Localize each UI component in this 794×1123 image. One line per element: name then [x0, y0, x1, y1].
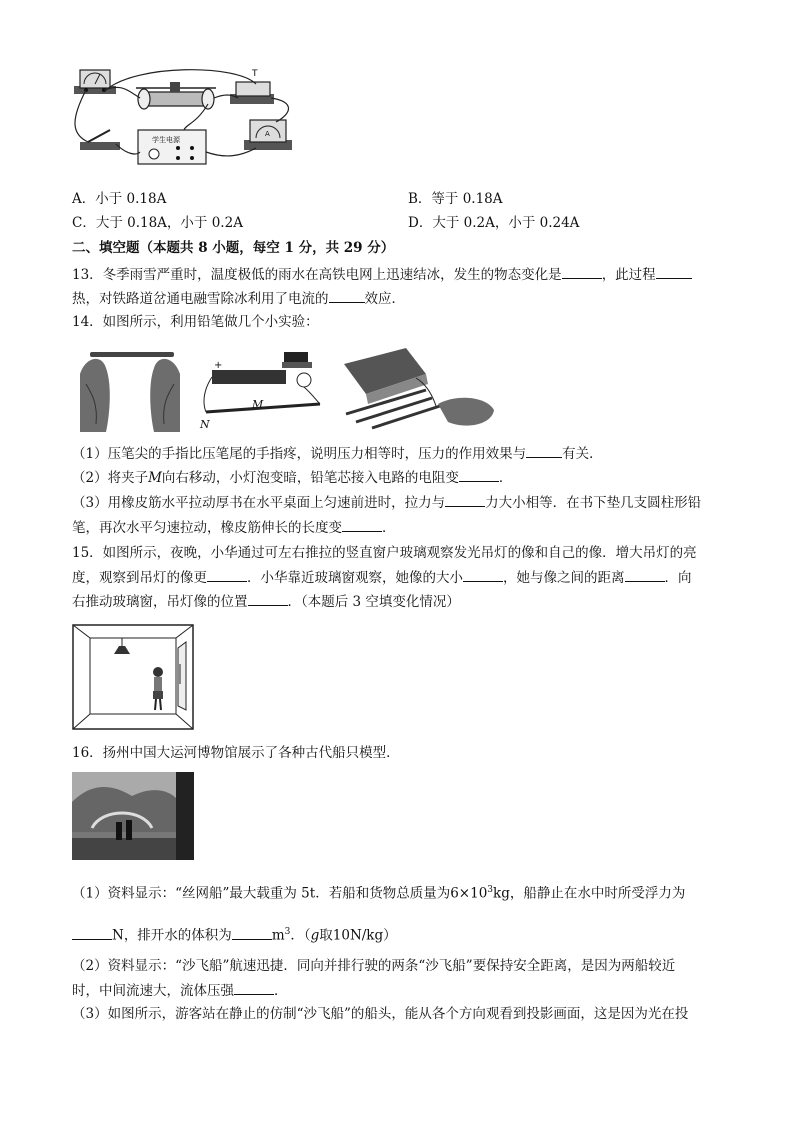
q15-text-b: ．小华靠近玻璃窗观察，她像的大小: [247, 570, 463, 586]
t-label: T: [252, 69, 258, 79]
mass-unit: kg: [493, 885, 510, 902]
g-symbol: g: [310, 927, 320, 944]
q16-p1-text-b: ，船静止在水中时所受浮力为: [509, 885, 686, 902]
q13-text-b: ，此过程: [601, 267, 656, 283]
q15-text-d: ．向: [664, 570, 692, 586]
q15-line2: [72, 567, 692, 588]
rheostat-icon: [140, 92, 212, 106]
plus-label: +: [214, 360, 223, 371]
section-heading: 二、填空题（本题共 8 小题，每空 1 分，共 29 分）: [72, 240, 395, 256]
answer-blank[interactable]: [526, 443, 562, 458]
q15-text-f: ．（本题后 3 空填变化情况）: [287, 594, 460, 610]
q14-p1-text: （1）压笔尖的手指比压笔尾的手指疼，说明压力相等时，压力的作用效果与: [72, 446, 527, 462]
book-on-pencils-photo: [344, 348, 494, 428]
window-glass-icon: [178, 642, 186, 710]
shadow-boat-projection-photo: [72, 772, 194, 860]
q16-intro: 16．扬州中国大运河博物馆展示了各种古代船只模型．: [72, 745, 400, 761]
q15-text-e: 右推动玻璃窗，吊灯像的位置: [72, 594, 248, 610]
answer-blank[interactable]: [445, 492, 485, 507]
q13-text-d: 效应．: [364, 291, 405, 307]
power-supply-label: 学生电源: [152, 136, 180, 144]
answer-blank[interactable]: [72, 925, 112, 940]
q16-p2-text-b: 时，中间流速大，流体压强: [72, 983, 234, 999]
switch-icon: [282, 362, 312, 368]
q14-p2-text: （2）将夹子: [72, 470, 149, 486]
bulb-holder-icon: [236, 82, 270, 96]
q15-text-a: 度，观察到吊灯的像更: [72, 570, 207, 586]
q14-p3-text: （3）用橡皮筋水平拉动厚书在水平桌面上匀速前进时，拉力与: [72, 495, 446, 511]
answer-blank[interactable]: [656, 264, 692, 279]
hands-pressing-pencil-photo: [76, 344, 184, 432]
answer-blank[interactable]: [207, 567, 247, 582]
pencil-icon: [90, 352, 174, 357]
room-window-figure: [72, 624, 194, 730]
volume-unit-exponent: 3: [284, 927, 291, 937]
q14-intro: 14．如图所示，利用铅笔做几个小实验：: [72, 314, 319, 330]
m-label: M: [252, 398, 264, 411]
volume-unit: m: [271, 927, 285, 944]
q14-part1: [72, 443, 603, 464]
q14-p2-end: ．: [498, 470, 513, 486]
q16-p1-text-c: N，排开水的体积为: [112, 927, 232, 944]
q14-part2: [72, 467, 512, 488]
answer-blank[interactable]: [625, 567, 665, 582]
q16-p1-text-d: ．（: [290, 927, 311, 944]
ammeter-label: A: [265, 130, 270, 138]
q13-text-a: 13．冬季雨雪严重时，温度极低的雨水在高铁电网上迅速结冰，发生的物态变化是: [72, 267, 562, 283]
q13-text-c: 热，对铁路道岔通电融雪除冰利用了电流的: [72, 291, 329, 307]
option-c: C．大于 0.18A，小于 0.2A: [72, 215, 243, 231]
q13-line2: [72, 288, 405, 309]
q15-line1: 15．如图所示，夜晚，小华通过可左右推拉的竖直窗户玻璃观察发光吊灯的像和自己的像．增大吊灯的亮: [72, 545, 697, 561]
battery-icon: [212, 370, 286, 384]
q13-line1: [72, 264, 692, 285]
pencil-experiments-figure: [76, 344, 496, 432]
q14-p1-end: 有关．: [562, 446, 603, 462]
q14-part3-line1: [72, 492, 701, 513]
q16-part1-line1: [72, 880, 685, 904]
q14-p2-text-b: 向右移动，小灯泡变暗，铅笔芯接入电路的电阻变: [161, 470, 459, 486]
answer-blank[interactable]: [234, 980, 274, 995]
q14-p3-end: ．: [382, 520, 396, 536]
n-label: N: [200, 418, 210, 431]
q14-part3-line2: [72, 517, 396, 538]
hand-icon: [438, 398, 494, 426]
mass-value: 6×10: [450, 885, 488, 902]
q16-p2-end: ．: [274, 983, 288, 999]
circuit-diagram-figure: [66, 64, 316, 170]
pencil-lead-circuit-photo: [199, 352, 320, 431]
answer-blank[interactable]: [459, 467, 499, 482]
q15-text-c: ，她与像之间的距离: [503, 570, 625, 586]
answer-blank[interactable]: [463, 567, 503, 582]
option-d: D．大于 0.2A，小于 0.24A: [408, 215, 580, 231]
q16-part2-line2: [72, 980, 288, 1001]
switch-icon: [80, 142, 120, 150]
q15-line3: [72, 591, 460, 612]
q14-p3-text-c: 笔，再次水平匀速拉动，橡皮筋伸长的长度变: [72, 520, 342, 536]
q16-part3: （3）如图所示，游客站在静止的仿制“沙飞船”的船头，能从各个方向观看到投影画面，这是因为光在投: [72, 1006, 689, 1022]
q16-part1-line2: [72, 922, 397, 946]
q16-part2-line1: （2）资料显示：“沙飞船”航速迅捷．同向并排行驶的两条“沙飞船”要保持安全距离，是因为两船较近: [72, 958, 676, 974]
q16-p1-text-e: 取10N/kg）: [319, 927, 397, 944]
option-b: B．等于 0.18A: [408, 191, 503, 207]
option-a: A．小于 0.18A: [72, 191, 167, 207]
answer-blank[interactable]: [248, 591, 288, 606]
bulb-icon: [297, 373, 311, 387]
q14-p3-text-b: 力大小相等．在书下垫几支圆柱形铅: [485, 495, 702, 511]
answer-blank[interactable]: [329, 288, 365, 303]
mass-exponent: 3: [487, 885, 494, 895]
answer-blank[interactable]: [562, 264, 602, 279]
q16-p1-text: （1）资料显示：“丝网船”最大载重为 5t．若船和货物总质量为: [72, 885, 451, 902]
clip-m-symbol: M: [148, 470, 162, 486]
answer-blank[interactable]: [232, 925, 272, 940]
answer-blank[interactable]: [342, 517, 382, 532]
